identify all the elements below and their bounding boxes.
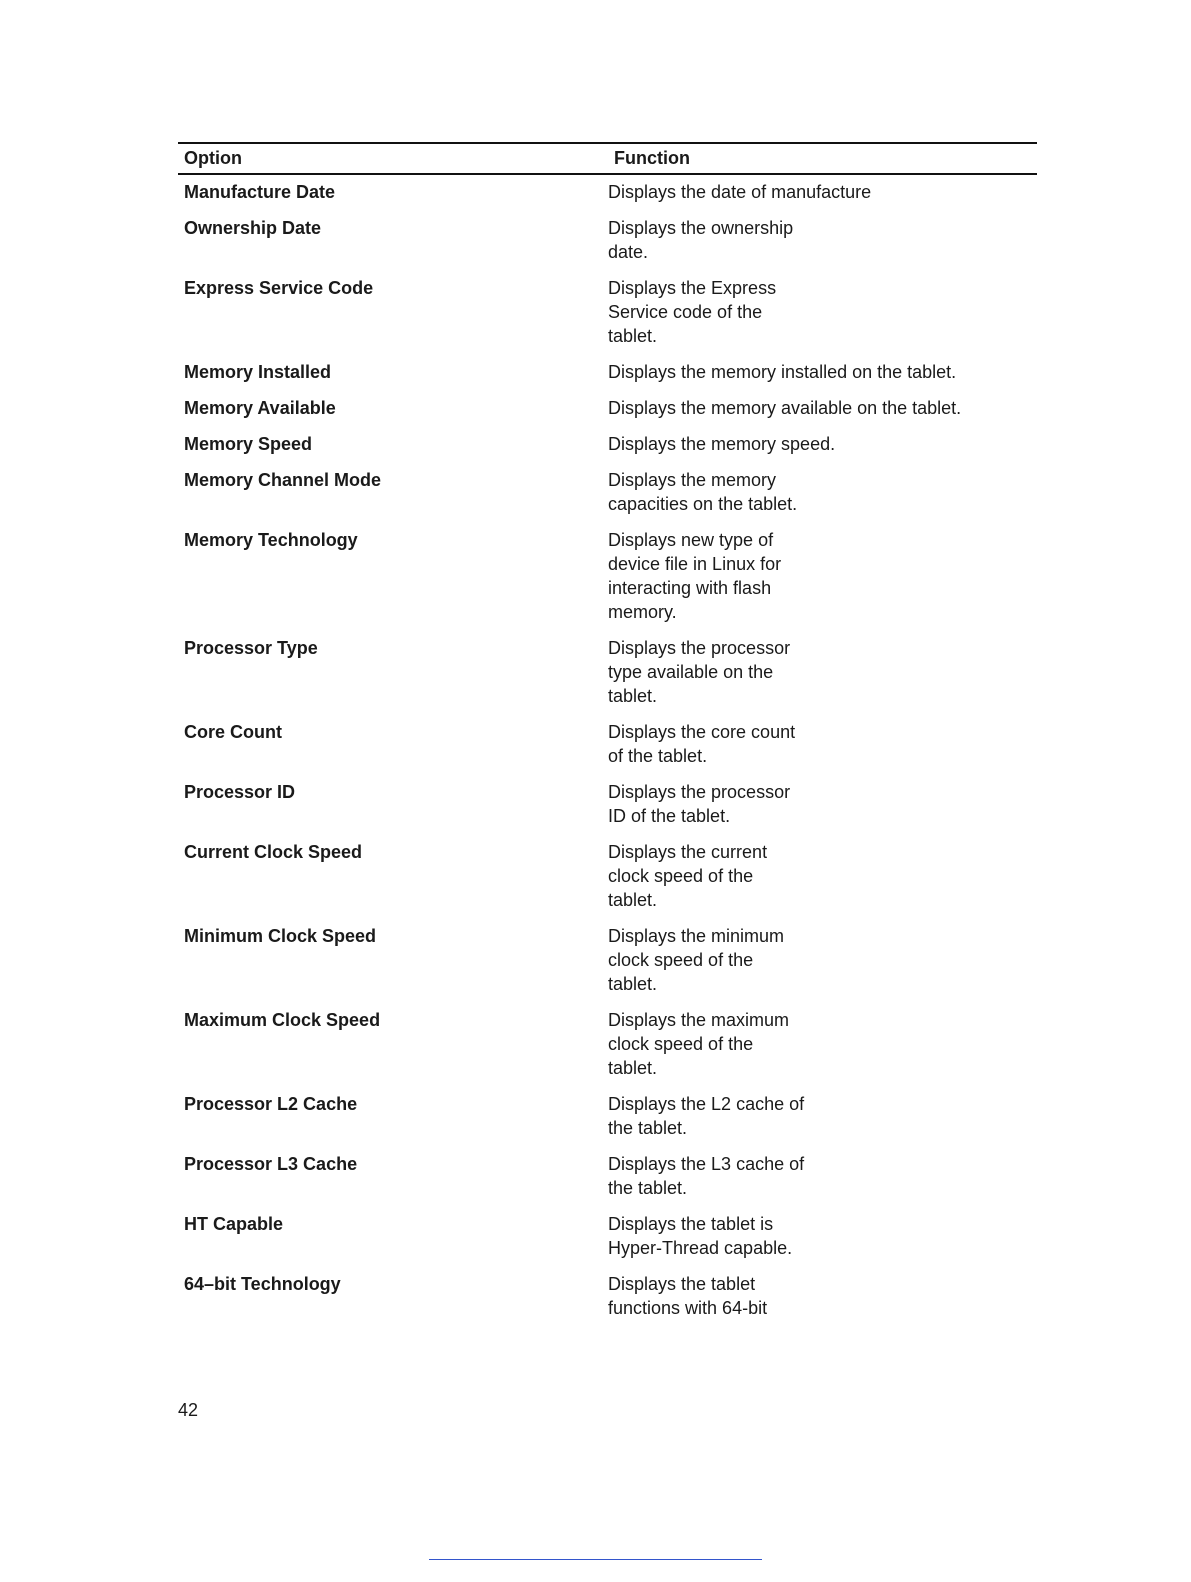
table-row [178,180,1037,204]
function-cell: Displays the processor type available on the tablet. [608,638,791,706]
options-table [178,142,1037,1332]
page-number: 42 [178,1400,199,1420]
table-row [178,1008,1037,1080]
function-cell: Displays the memory installed on the tablet. [608,362,957,382]
table-row [178,1092,1037,1140]
header-option: Option [184,148,242,168]
table-row [178,924,1037,996]
table-row [178,840,1037,912]
function-cell: Displays the memory speed. [608,434,836,454]
function-cell: Displays the date of manufacture [608,182,872,202]
option-cell: Current Clock Speed [184,842,363,862]
option-cell: Maximum Clock Speed [184,1010,381,1030]
table-header [178,142,1037,175]
table-row [178,780,1037,828]
table-row [178,528,1037,624]
option-cell: Processor ID [184,782,296,802]
option-cell: Express Service Code [184,278,374,298]
option-cell: Memory Speed [184,434,313,454]
option-cell: Memory Channel Mode [184,470,382,490]
option-cell: Minimum Clock Speed [184,926,377,946]
table-row [178,360,1037,384]
table-row [178,720,1037,768]
function-cell: Displays the Express Service code of the tablet. [608,278,777,346]
table-row [178,468,1037,516]
table-row [178,1152,1037,1200]
option-cell: Manufacture Date [184,182,336,202]
function-cell: Displays the L2 cache of the tablet. [608,1094,805,1138]
option-cell: Memory Installed [184,362,332,382]
option-cell: Processor L2 Cache [184,1094,358,1114]
table-row [178,396,1037,420]
function-cell: Displays the processor ID of the tablet. [608,782,791,826]
function-cell: Displays the current clock speed of the tablet. [608,842,768,910]
function-cell: Displays the tablet is Hyper-Thread capable. [608,1214,793,1258]
option-cell: Core Count [184,722,282,742]
table-body [178,175,1037,1320]
function-cell: Displays the maximum clock speed of the tablet. [608,1010,790,1078]
table-row [178,636,1037,708]
table-row [178,276,1037,348]
option-cell: Processor Type [184,638,318,658]
option-cell: 64–bit Technology [184,1274,341,1294]
table-row [178,216,1037,264]
function-cell: Displays the L3 cache of the tablet. [608,1154,805,1198]
table-row [178,1212,1037,1260]
table-row [178,432,1037,456]
footer-divider [429,1559,762,1560]
option-cell: HT Capable [184,1214,284,1234]
function-cell: Displays the minimum clock speed of the tablet. [608,926,785,994]
function-cell: Displays the ownership date. [608,218,794,262]
option-cell: Processor L3 Cache [184,1154,358,1174]
option-cell: Memory Technology [184,530,358,550]
option-cell: Memory Available [184,398,336,418]
function-cell: Displays the memory available on the tablet. [608,398,962,418]
table-row [178,1272,1037,1320]
option-cell: Ownership Date [184,218,322,238]
function-cell: Displays the core count of the tablet. [608,722,796,766]
function-cell: Displays the memory capacities on the tablet. [608,470,798,514]
header-function: Function [614,148,690,168]
function-cell: Displays the tablet functions with 64-bit [608,1274,768,1318]
function-cell: Displays new type of device file in Linux for interacting with flash memory. [608,530,782,622]
